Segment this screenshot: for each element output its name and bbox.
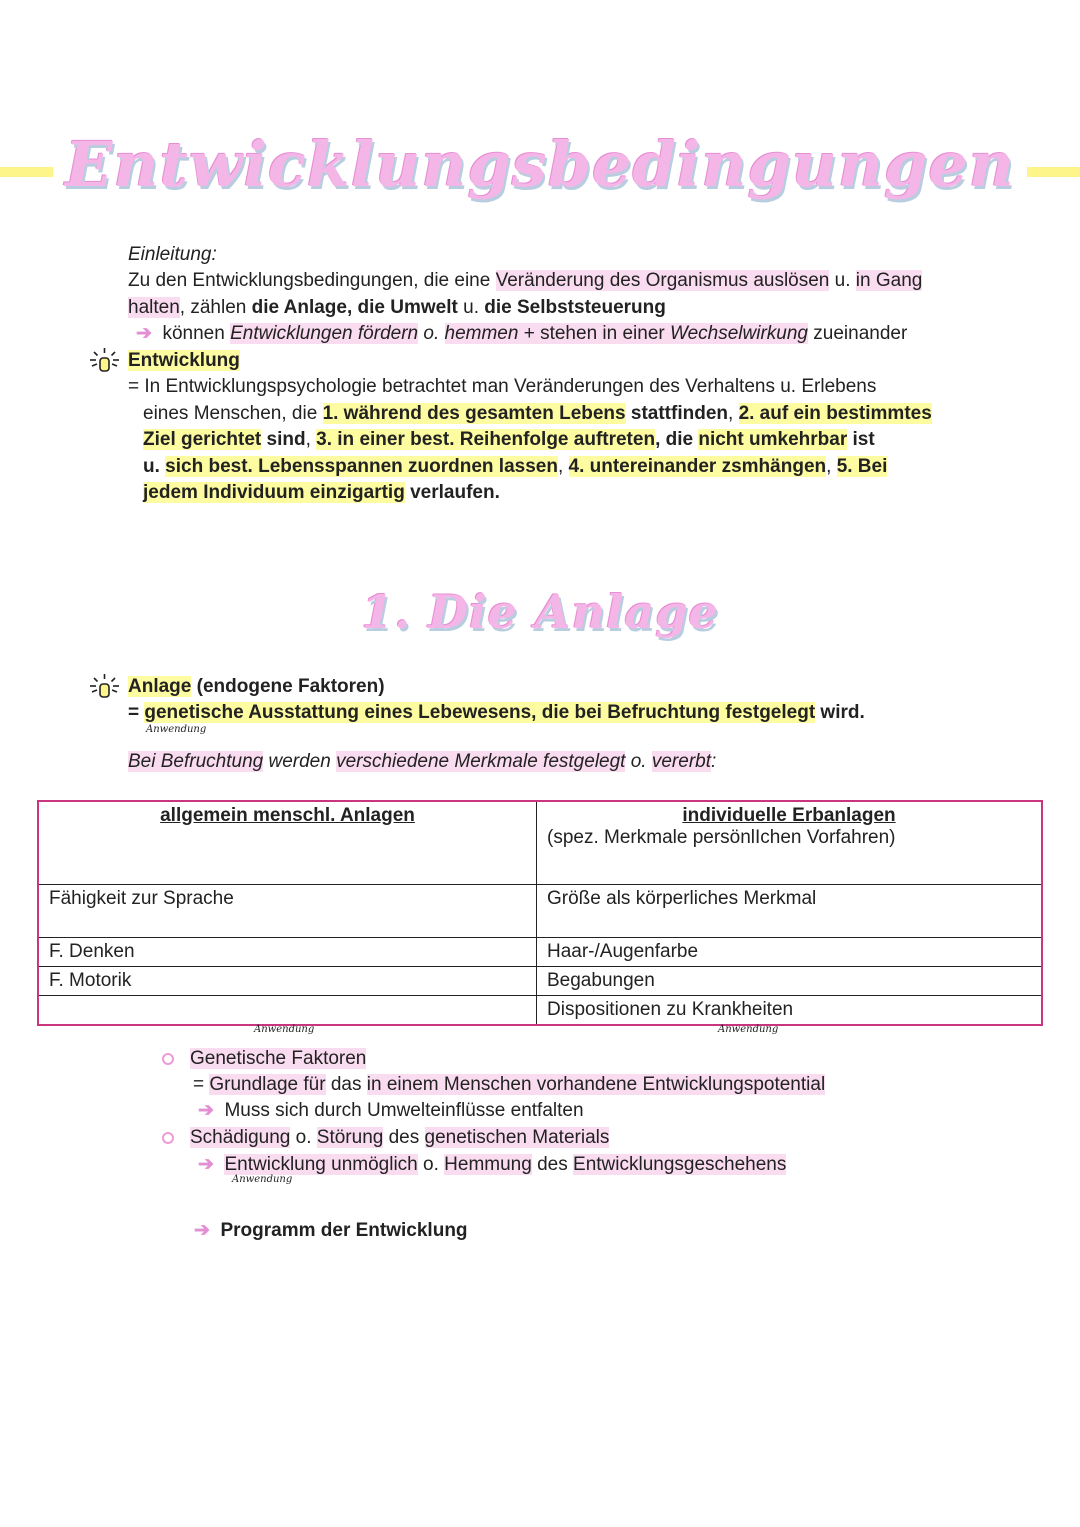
bullet-2-line-2: ➔ Entwicklung unmöglich o. Hemmung des Entwicklungsgeschehens bbox=[198, 1154, 787, 1175]
bullet-circle-icon bbox=[162, 1053, 174, 1065]
annotation-note: Anwendung bbox=[254, 1024, 315, 1035]
bullet-circle-icon bbox=[162, 1132, 174, 1144]
annotation-note: Anwendung bbox=[718, 1024, 779, 1035]
entwicklung-def-line-4: u. sich best. Lebensspannen zuordnen lassen, 4. untereinander zsmhängen, 5. Bei bbox=[143, 456, 888, 477]
table-cell: Größe als körperliches Merkmal bbox=[537, 885, 1043, 938]
table-cell: F. Denken bbox=[38, 938, 537, 967]
arrow-right-icon: ➔ bbox=[194, 1220, 210, 1241]
table-row bbox=[38, 885, 1042, 938]
intro-line-2: halten, zählen die Anlage, die Umwelt u. die Selbststeuerung bbox=[128, 297, 666, 318]
table-cell: Haar-/Augenfarbe bbox=[537, 938, 1043, 967]
arrow-right-icon: ➔ bbox=[136, 323, 152, 344]
table-row bbox=[38, 967, 1042, 996]
arrow-right-icon: ➔ bbox=[198, 1154, 214, 1175]
intro-label: Einleitung: bbox=[128, 244, 217, 265]
bullet-schaedigung: Schädigung o. Störung des genetischen Materials bbox=[162, 1125, 609, 1152]
anlage-intro: Bei Befruchtung werden verschiedene Merkmale festgelegt o. vererbt: bbox=[128, 751, 717, 772]
table-cell: Fähigkeit zur Sprache bbox=[38, 885, 537, 938]
col2-subheader: (spez. Merkmale persönlIchen Vorfahren) bbox=[547, 827, 896, 848]
anlage-definition: = genetische Ausstattung eines Lebewesens, die bei Befruchtung festgelegt wird. bbox=[128, 702, 865, 723]
annotation-note: Anwendung bbox=[146, 724, 207, 735]
bullet-1-line-3: ➔ Muss sich durch Umwelteinflüsse entfalten bbox=[198, 1100, 584, 1121]
col1-header: allgemein menschl. Anlagen bbox=[160, 805, 415, 826]
lightbulb-icon bbox=[88, 672, 122, 706]
col2-header: individuelle Erbanlagen bbox=[682, 805, 896, 826]
table-cell: F. Motorik bbox=[38, 967, 537, 996]
bullet-1-line-2: = Grundlage für das in einem Menschen vorhandene Entwicklungspotential bbox=[193, 1074, 826, 1095]
anlagen-table bbox=[37, 800, 1043, 1026]
table-row bbox=[38, 996, 1042, 1026]
table-header-cell bbox=[537, 801, 1043, 885]
annotation-note: Anwendung bbox=[232, 1174, 293, 1185]
entwicklung-def-line-2: eines Menschen, die 1. während des gesamten Lebens stattfinden, 2. auf ein bestimmtes bbox=[143, 403, 932, 424]
page-title: Entwicklungsbedingungen bbox=[0, 128, 1080, 201]
final-statement: ➔ Programm der Entwicklung bbox=[194, 1220, 468, 1241]
table-cell: Begabungen bbox=[537, 967, 1043, 996]
bullet-genetische-faktoren: Genetische Faktoren bbox=[162, 1046, 366, 1073]
table-header-row bbox=[38, 801, 1042, 885]
table-header-cell bbox=[38, 801, 537, 885]
term-entwicklung: Entwicklung bbox=[128, 350, 240, 371]
intro-line-1: Zu den Entwicklungsbedingungen, die eine Veränderung des Organismus auslösen u. in Gang bbox=[128, 270, 923, 291]
section-heading-anlage: 1. Die Anlage bbox=[361, 585, 719, 639]
intro-line-3: ➔ können Entwicklungen fördern o. hemmen + stehen in einer Wechselwirkung zueinander bbox=[136, 323, 908, 344]
arrow-right-icon: ➔ bbox=[198, 1100, 214, 1121]
entwicklung-def-line-3: Ziel gerichtet sind, 3. in einer best. Reihenfolge auftreten, die nicht umkehrbar ist bbox=[143, 429, 875, 450]
table-cell bbox=[38, 996, 537, 1026]
table-cell: Dispositionen zu Krankheiten bbox=[537, 996, 1043, 1026]
term-anlage: Anlage (endogene Faktoren) bbox=[128, 676, 385, 697]
entwicklung-def-line-5: jedem Individuum einzigartig verlaufen. bbox=[143, 482, 500, 503]
entwicklung-def-line-1: = In Entwicklungspsychologie betrachtet man Veränderungen des Verhaltens u. Erlebens bbox=[128, 376, 877, 397]
table-row bbox=[38, 938, 1042, 967]
lightbulb-icon bbox=[88, 346, 122, 380]
